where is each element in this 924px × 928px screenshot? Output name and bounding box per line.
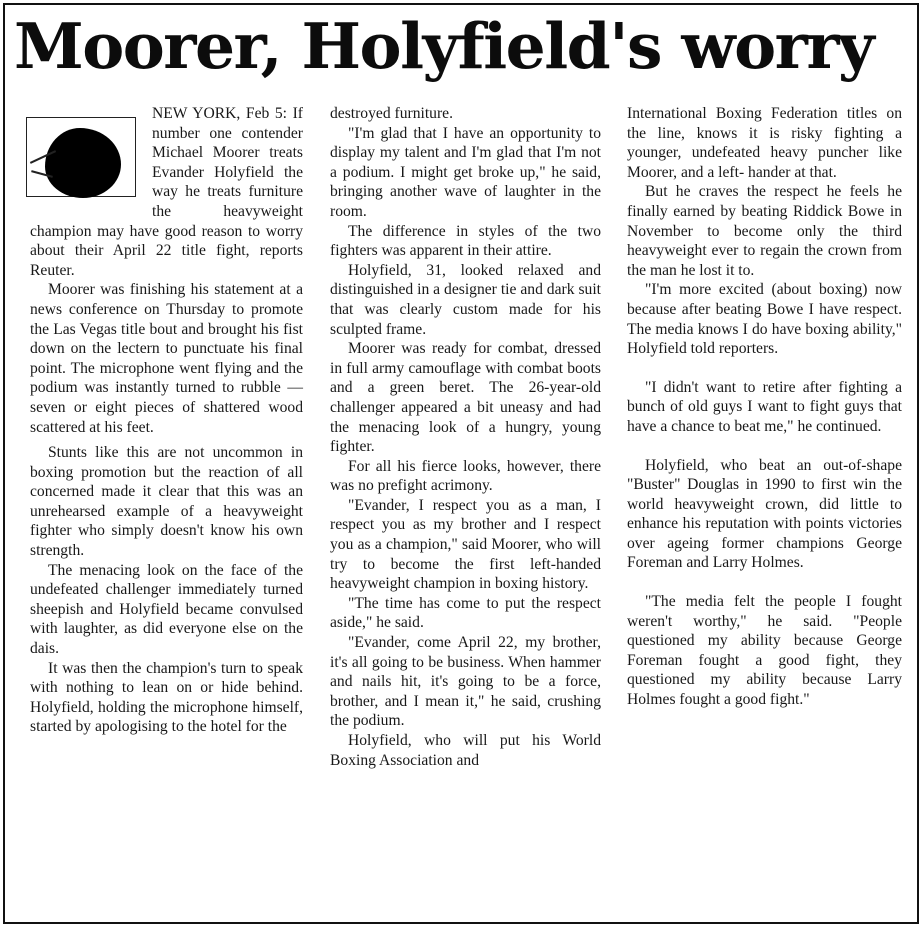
article-paragraph: Stunts like this are not uncommon in boxing promotion but the reaction of all concerned made it clear that this was an unrehearsed example of a heavyweight fighter who simply doesn't know his own strength. [30,444,303,560]
article-paragraph: Holyfield, 31, looked relaxed and distinguished in a designer tie and dark suit that was clearly custom made for his sculpted frame. [330,261,601,338]
article-paragraph: Holyfield, who will put his World Boxing Association and [330,732,601,769]
article-paragraph: International Boxing Federation titles on the line, knows it is risky fighting a younger, undefeated heavy puncher like Moorer, and a left- hander at that. [627,105,902,181]
article-paragraph: But he craves the respect he feels he finally earned by beating Riddick Bowe in November to become only the third heavyweight ever to regain the crown from the man he lost it to. [627,183,902,279]
article-paragraph: "The media felt the people I fought weren't worthy," he said. "People questioned my ability because George Foreman fought a good fight, they questioned my ability because Larry Holmes fought a good fight." [627,593,902,709]
article-paragraph: Holyfield, who beat an out-of-shape "Buster" Douglas in 1990 to first win the world heavyweight crown, did little to enhance his reputation with points victories over ageing former champions George Foreman and Larry Holmes. [627,456,902,572]
article-paragraph: destroyed furniture. [330,105,453,122]
article-paragraph: "Evander, I respect you as a man, I respect you as my brother and I respect you as a champion," said Moorer, who will try to become the first left-handed heavyweight champion in boxing history. [330,496,601,593]
article-paragraph: For all his fierce looks, however, there was no prefight acrimony. [330,457,601,495]
article-column-3 [627,104,902,710]
article-paragraph: "I'm more excited (about boxing) now because after beating Bowe I have respect. The media knows I do have boxing ability," Holyfield told reporters. [627,281,902,358]
article-paragraph: "I didn't want to retire after fighting a bunch of old guys I want to fight guys that have a chance to beat me," he continued. [627,378,902,435]
article-paragraph: It was then the champion's turn to speak with nothing to lean on or hide behind. Holyfield, holding the microphone himself, started by apologising to the hotel for the [30,659,303,736]
article-paragraph: The menacing look on the face of the undefeated challenger immediately turned sheepish and Holyfield became convulsed with laughter, as did everyone else on the dais. [30,561,303,658]
photo-wrap-spacer [26,104,146,204]
headline: Moorer, Holyfield's worry [14,9,874,83]
article-paragraph: "I'm glad that I have an opportunity to display my talent and I'm glad that I'm not a podium. I might get broke up," he said, bringing another wave of laughter in the room. [330,124,601,220]
article-paragraph: "Evander, come April 22, my brother, it's all going to be business. When hammer and nails hit, it's going to be a force, brother, and I mean it," he said, crushing the podium. [330,634,601,730]
article-paragraph: "The time has come to put the respect aside," he said. [330,594,601,632]
article-column-1 [30,104,303,737]
article-paragraph: Moorer was finishing his statement at a news conference on Thursday to promote the Las Vegas title bout and brought his fist down on the lectern to punctuate his final point. The microphone went flying and the podium was instantly turned to rubble — seven or eight pieces of shattered wood scattered at his feet. [30,281,303,436]
article-paragraph: Moorer was ready for combat, dressed in full army camouflage with combat boots and a green beret. The 26-year-old challenger appeared a bit uneasy and had the menacing look of a hungry, young fighter. [330,340,601,456]
article-column-2 [330,104,601,770]
article-paragraph: The difference in styles of the two fighters was apparent in their attire. [330,222,601,260]
article-paragraph: NEW YORK, Feb 5: If number one contender Michael Moorer treats Evander Holyfield the way he treats furniture the heavyweight champion may have good reason to worry about their April 22 title fight, reports Reuter. [30,105,303,279]
